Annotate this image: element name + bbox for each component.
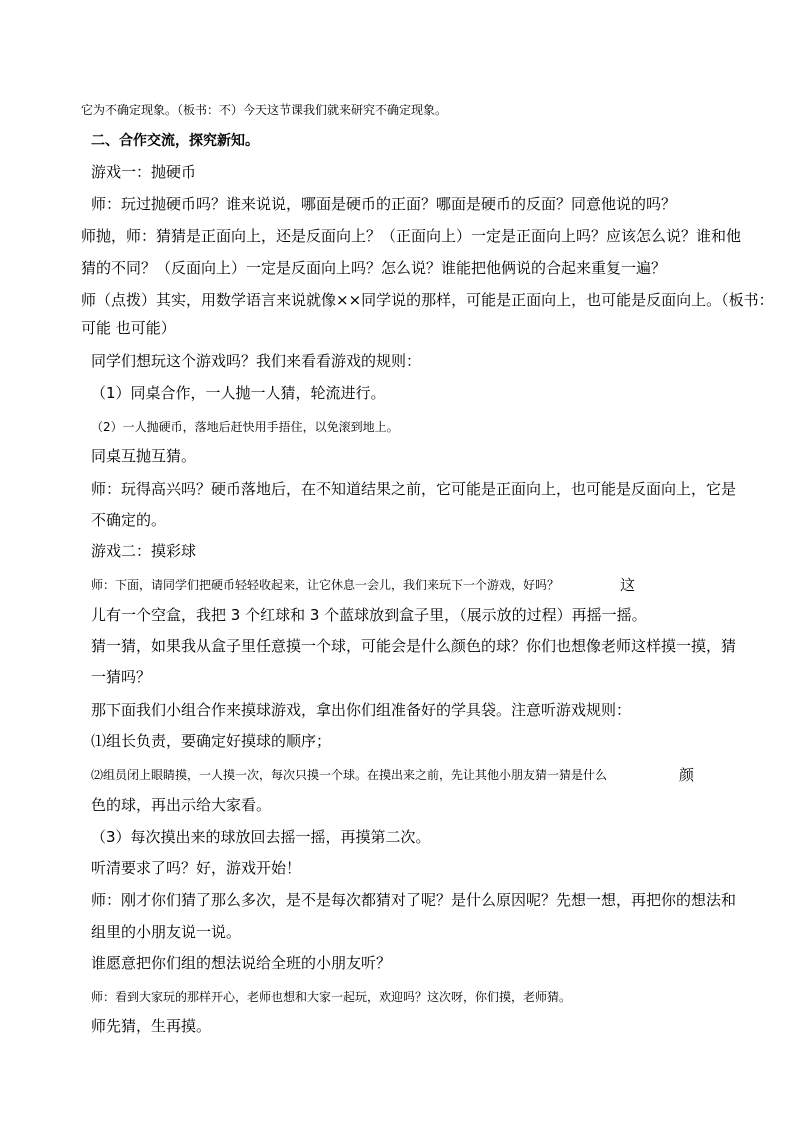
- paragraph-line: 同学们想玩这个游戏吗？我们来看看游戏的规则：: [91, 352, 422, 370]
- paragraph-line: 谁愿意把你们组的想法说给全班的小朋友听？: [91, 954, 392, 972]
- rule-item-tail: 颜: [679, 766, 695, 784]
- paragraph-line: 听清要求了吗？好，游戏开始！: [91, 859, 302, 877]
- rule-item: （2）一人抛硬币，落地后赶快用手捂住，以免滚到地上。: [91, 420, 399, 434]
- paragraph-line: 同桌互抛互猜。: [91, 447, 197, 465]
- rule-item: ⑴组长负责，要确定好摸球的顺序；: [91, 732, 332, 750]
- rule-item: （1）同桌合作，一人抛一人猜，轮流进行。: [91, 384, 386, 402]
- paragraph-line: 它为不确定现象。（板书：不）今天这节课我们就来研究不确定现象。: [81, 103, 448, 117]
- paragraph-line: 师（点拨）其实，用数学语言来说就像××同学说的那样，可能是正面向上，也可能是反面向上。（板书：: [81, 291, 774, 309]
- rule-item: ⑵组员闭上眼睛摸，一人摸一次，每次只摸一个球。在摸出来之前，先让其他小朋友猜一猜是什么: [91, 768, 608, 782]
- paragraph-line: 师：下面，请同学们把硬币轻轻收起来，让它休息一会儿，我们来玩下一个游戏，好吗？: [91, 578, 560, 592]
- paragraph-line: 一猜吗？: [91, 668, 152, 686]
- paragraph-line: 可能 也可能）: [81, 319, 176, 337]
- paragraph-line: 不确定的。: [91, 511, 167, 529]
- paragraph-line: 师：玩得高兴吗？硬币落地后，在不知道结果之前，它可能是正面向上，也可能是反面向上，它是: [91, 480, 737, 498]
- paragraph-line: 那下面我们小组合作来摸球游戏，拿出你们组准备好的学具袋。注意听游戏规则：: [91, 701, 632, 719]
- paragraph-line: 组里的小朋友说一说。: [91, 923, 242, 941]
- paragraph-line: 猜一猜，如果我从盒子里任意摸一个球，可能会是什么颜色的球？你们也想像老师这样摸一摸，猜: [91, 637, 737, 655]
- paragraph-line: 猜的不同？（反面向上）一定是反面向上吗？怎么说？谁能把他俩说的合起来重复一遍？: [81, 259, 667, 277]
- rule-item: （3）每次摸出来的球放回去摇一摇，再摸第二次。: [91, 828, 431, 846]
- paragraph-line: 色的球，再出示给大家看。: [91, 796, 272, 814]
- paragraph-line: 师：看到大家玩的那样开心，老师也想和大家一起玩，欢迎吗？这次呀，你们摸，老师猜。: [91, 990, 572, 1004]
- paragraph-line: 师：刚才你们猜了那么多次，是不是每次都猜对了呢？是什么原因呢？先想一想，再把你的想法和: [91, 891, 737, 909]
- paragraph-line-tail: 这: [620, 576, 636, 594]
- paragraph-line: 儿有一个空盒，我把 3 个红球和 3 个蓝球放到盒子里，（展示放的过程）再摇一摇。: [91, 606, 647, 624]
- subheading-game-two: 游戏二：摸彩球: [91, 542, 197, 560]
- paragraph-line: 师：玩过抛硬币吗？谁来说说，哪面是硬币的正面？哪面是硬币的反面？同意他说的吗？: [91, 195, 677, 213]
- paragraph-line: 师先猜，生再摸。: [91, 1017, 212, 1035]
- paragraph-line: 师抛，师：猜猜是正面向上，还是反面向上？（正面向上）一定是正面向上吗？应该怎么说？谁和他: [81, 227, 742, 245]
- subheading-game-one: 游戏一：抛硬币: [91, 163, 197, 181]
- section-heading: 二、合作交流，探究新知。: [91, 133, 259, 149]
